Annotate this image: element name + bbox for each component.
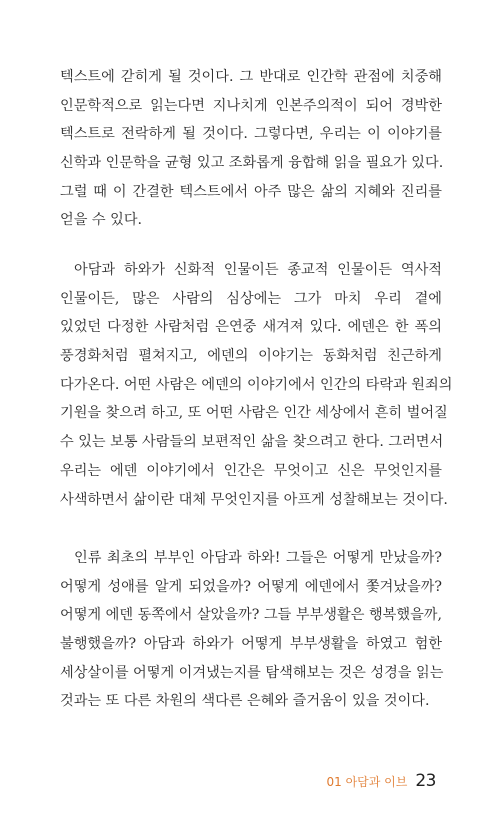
paragraph-line: 것과는 또 다른 차원의 색다른 은혜와 즐거움이 있을 것이다.	[60, 693, 430, 710]
paragraph-line: 신학과 인문학을 균형 있고 조화롭게 융합해 읽을 필요가 있다.	[60, 155, 444, 172]
paragraph-line: 어떻게 에덴 동쪽에서 살았을까? 그들 부부생활은 행복했을까,	[60, 607, 442, 624]
paragraph-line: 있었던 다정한 사람처럼 은연중 새겨져 있다. 에덴은 한 폭의	[60, 319, 442, 336]
paragraph-line: 다가온다. 어떤 사람은 에덴의 이야기에서 인간의 타락과 원죄의	[60, 376, 453, 393]
paragraph-line: 인류 최초의 부부인 아담과 하와! 그들은 어떻게 만났을까?	[74, 550, 442, 566]
paragraph-line: 인물이든, 많은 사람의 심상에는 그가 마치 우리 곁에	[60, 290, 442, 307]
paragraph-line: 텍스트로 전락하게 될 것이다. 그렇다면, 우리는 이 이야기를	[60, 126, 442, 143]
paragraph-line: 사색하면서 삶이란 대체 무엇인지를 아프게 성찰해보는 것이다.	[60, 491, 448, 508]
paragraph-line: 풍경화처럼 펼쳐지고, 에덴의 이야기는 동화처럼 친근하게	[60, 348, 442, 365]
paragraph-line: 그럴 때 이 간결한 텍스트에서 아주 많은 삶의 지혜와 진리를	[60, 183, 442, 200]
paragraph-line: 아담과 하와가 신화적 인물이든 종교적 인물이든 역사적	[74, 262, 442, 278]
paragraph-3	[60, 544, 442, 716]
paragraph-line: 우리는 에덴 이야기에서 인간은 무엇이고 신은 무엇인지를	[60, 462, 442, 479]
paragraph-line: 어떻게 성애를 알게 되었을까? 어떻게 에덴에서 쫓겨났을까?	[60, 578, 442, 595]
paragraph-line: 불행했을까? 아담과 하와가 어떻게 부부생활을 하였고 험한	[60, 636, 442, 653]
paragraph-line: 텍스트에 갇히게 될 것이다. 그 반대로 인간학 관점에 치중해	[60, 69, 442, 85]
paragraph-line: 세상살이를 어떻게 이겨냈는지를 탐색해보는 것은 성경을 읽는	[60, 664, 444, 681]
paragraph-line: 기원을 찾으려 하고, 또 어떤 사람은 인간 세상에서 흔히 벌어질	[60, 405, 448, 422]
paragraph-line: 인문학적으로 읽는다면 지나치게 인본주의적이 되어 경박한	[60, 97, 442, 114]
page-number: 23	[415, 771, 436, 791]
paragraph-line: 얻을 수 있다.	[60, 212, 143, 229]
page-footer	[327, 771, 437, 797]
paragraph-1	[60, 63, 442, 235]
paragraph-line: 수 있는 보통 사람들의 보편적인 삶을 찾으려고 한다. 그러면서	[60, 434, 444, 451]
running-head: 01 아담과 이브	[326, 775, 408, 789]
paragraph-2	[60, 256, 453, 514]
